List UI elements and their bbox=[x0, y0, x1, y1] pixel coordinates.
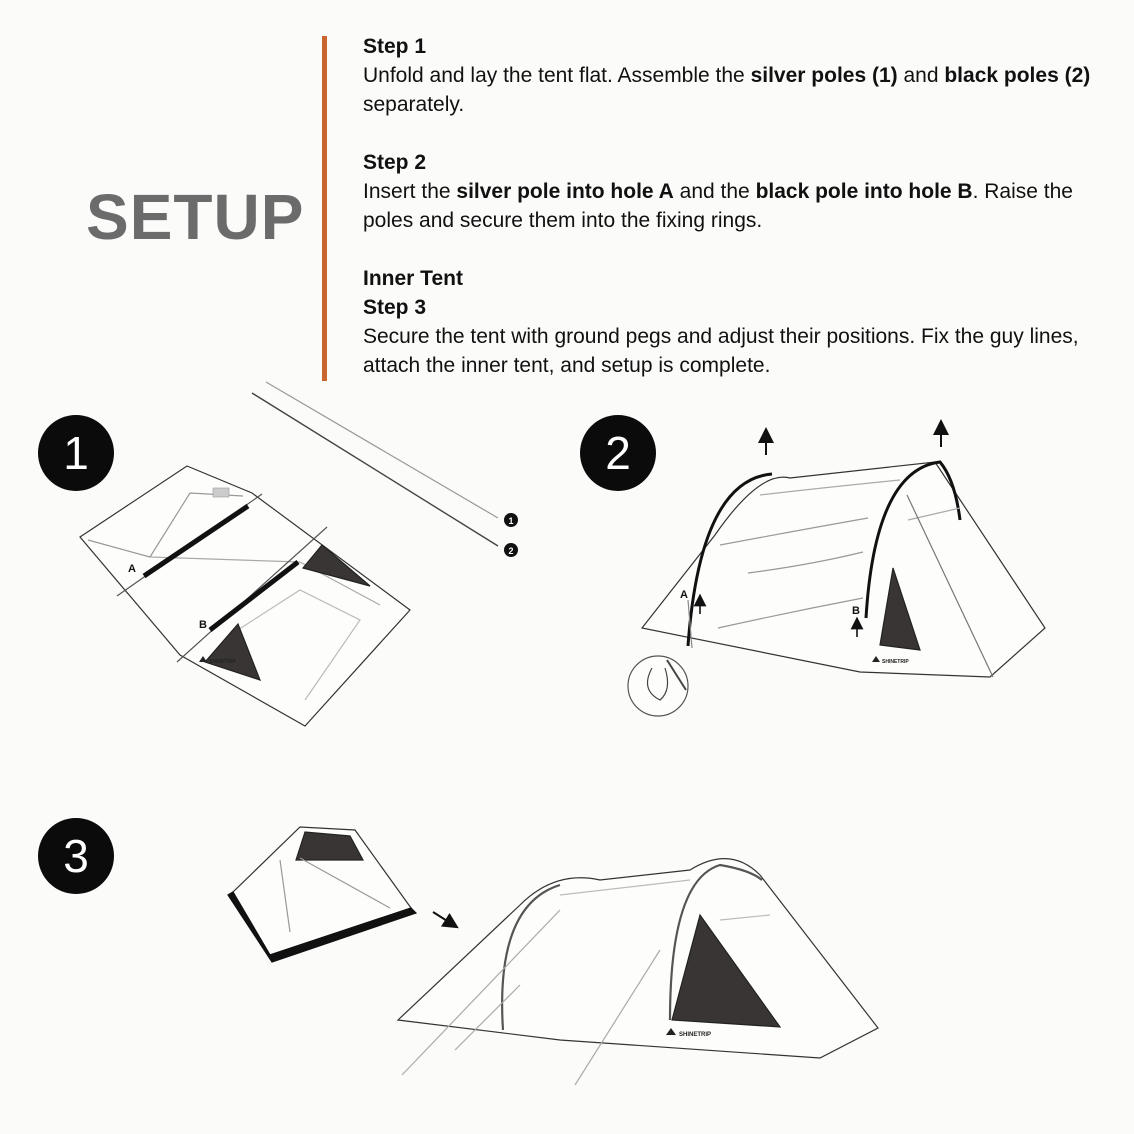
step-1-badge: 1 bbox=[38, 415, 114, 491]
hole-a-label: A bbox=[680, 589, 688, 601]
silver-pole bbox=[266, 382, 498, 518]
hole-a-label: A bbox=[128, 563, 136, 575]
step-1-title: Step 1 bbox=[363, 35, 427, 58]
step-3-badge: 3 bbox=[38, 818, 114, 894]
hole-b-emphasis: black pole into hole B bbox=[755, 180, 973, 203]
inner-tent-diagram bbox=[228, 827, 452, 962]
step-3-title: Step 3 bbox=[363, 296, 427, 319]
raising-tent-diagram bbox=[628, 427, 1045, 716]
hole-b-label: B bbox=[199, 619, 207, 631]
brand-label: SHINETRIP bbox=[882, 659, 909, 665]
tent-body bbox=[398, 859, 878, 1058]
step-2-text-part: Insert the bbox=[363, 180, 457, 203]
complete-tent-diagram bbox=[398, 859, 878, 1085]
black-poles-emphasis: black poles (2) bbox=[944, 64, 1091, 87]
flat-tent-diagram bbox=[80, 466, 410, 726]
pole-2-number: 2 bbox=[508, 546, 514, 556]
step-1-text-part: separately. bbox=[363, 93, 465, 116]
flat-tent-outline bbox=[80, 466, 410, 726]
step-1-text-part: and bbox=[897, 64, 945, 87]
step-2-title: Step 2 bbox=[363, 151, 427, 174]
attach-arrow-icon bbox=[433, 912, 452, 924]
tent-body bbox=[642, 462, 1045, 677]
step-2-text-part: . Raise the poles and secure them into the fixing rings. bbox=[363, 180, 1073, 232]
step-3-text: Secure the tent with ground pegs and adjust their positions. Fix the guy lines, attach the inner tent, and setup is complete. bbox=[363, 325, 1079, 377]
pole-1-number: 1 bbox=[508, 516, 514, 526]
step-1-text-part: Unfold and lay the tent flat. Assemble the bbox=[363, 64, 751, 87]
step-2-badge: 2 bbox=[580, 415, 656, 491]
inner-tent-heading: Inner Tent bbox=[363, 267, 463, 290]
step-2-text-part: and the bbox=[673, 180, 756, 203]
tent-tag bbox=[213, 488, 229, 497]
page-title: SETUP bbox=[86, 181, 305, 253]
fixing-ring-detail bbox=[628, 656, 688, 716]
brand-label: SHINETRIP bbox=[209, 659, 236, 665]
hole-a-emphasis: silver pole into hole A bbox=[456, 180, 674, 203]
brand-label: SHINETRIP bbox=[679, 1032, 712, 1038]
silver-poles-emphasis: silver poles (1) bbox=[750, 64, 898, 87]
hole-b-label: B bbox=[852, 605, 860, 617]
